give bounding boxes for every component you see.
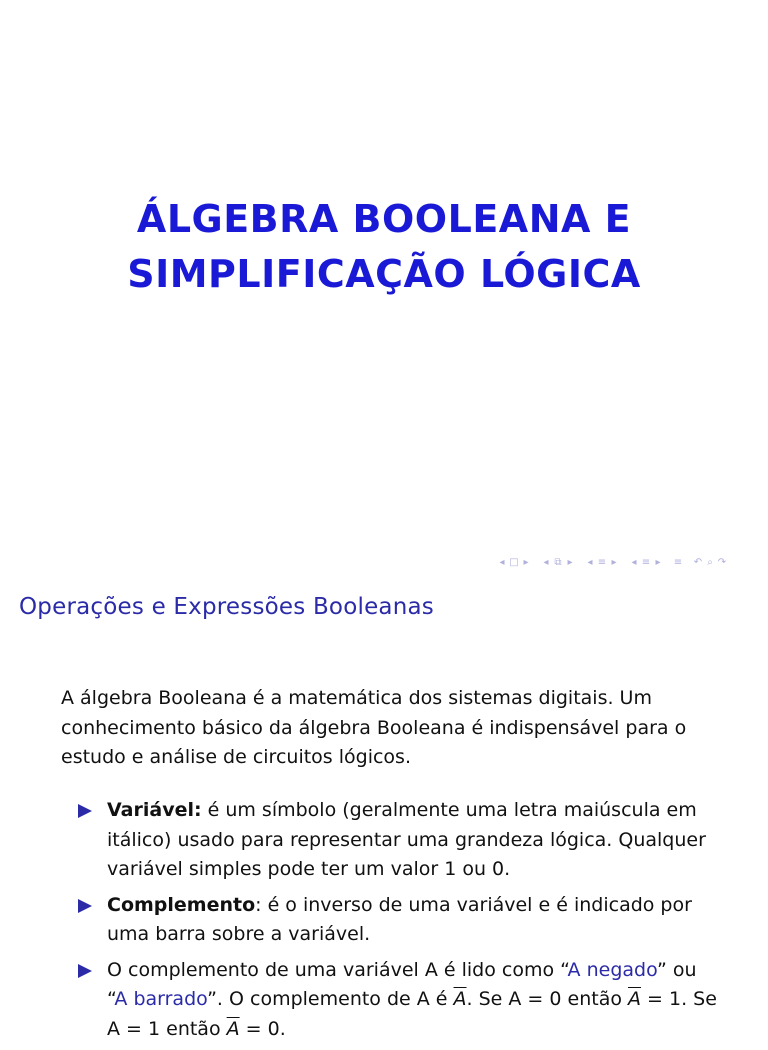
nav-section-icon[interactable]: ≡ xyxy=(641,557,651,568)
frame-title: Operações e Expressões Booleanas xyxy=(19,594,434,620)
triangle-bullet-icon xyxy=(78,964,92,978)
slide-title-line-1: ÁLGEBRA BOOLEANA E xyxy=(136,197,632,241)
a-barrado-link[interactable]: A barrado xyxy=(114,988,208,1010)
nav-prev-section-icon[interactable]: ◂ xyxy=(631,557,637,568)
list-item-variavel xyxy=(78,796,718,885)
nav-search-icon[interactable]: ⌕ xyxy=(707,557,713,568)
bullet3-text-part5: = 1. Se A = 1 então xyxy=(107,988,717,1040)
content-slide xyxy=(0,576,768,1040)
list-item-complemento xyxy=(78,891,718,950)
nav-back-icon[interactable]: ↶ xyxy=(693,557,703,568)
definition-complemento: : é o inverso de uma variável e é indicado por uma barra sobre a variável. xyxy=(107,893,692,945)
beamer-navigation-bar xyxy=(496,555,728,571)
term-complemento: Complemento xyxy=(107,893,256,916)
intro-paragraph: A álgebra Booleana é a matemática dos sistemas digitais. Um conhecimento básico da álgebra Booleana é indispensável para o estudo e análise de circuitos lógicos. xyxy=(61,687,687,768)
bullet-list xyxy=(78,796,718,1050)
nav-appendix-icon[interactable]: ≡ xyxy=(673,557,683,568)
list-item-complemento-leitura xyxy=(78,956,718,1045)
bullet3-text-part3: ”. O complemento de A é xyxy=(207,988,454,1010)
triangle-bullet-icon xyxy=(78,899,92,913)
nav-prev-subsection-icon[interactable]: ◂ xyxy=(587,557,593,568)
triangle-bullet-icon xyxy=(78,804,92,818)
bullet3-text-part4: . Se A = 0 então xyxy=(466,988,629,1010)
nav-frame-icon[interactable]: ⧉ xyxy=(554,557,562,568)
term-variavel: Variável: xyxy=(107,799,202,821)
nav-prev-frame-icon[interactable]: ◂ xyxy=(543,557,549,568)
a-bar-symbol: $\overline{A}$ xyxy=(453,988,467,1010)
nav-next-frame-icon[interactable]: ▸ xyxy=(567,557,573,568)
slide-title xyxy=(0,192,768,302)
bullet3-text-part6: = 0. xyxy=(239,1017,286,1040)
nav-subsection-icon[interactable]: ≡ xyxy=(597,557,607,568)
a-bar-symbol: $\overline{A}$ xyxy=(628,988,642,1010)
definition-variavel: é um símbolo (geralmente uma letra maiúscula em itálico) usado para representar uma grandeza lógica. Qualquer variável simples pode ter um valor 1 ou 0. xyxy=(107,799,706,880)
slide-title-line-2: SIMPLIFICAÇÃO LÓGICA xyxy=(127,252,641,296)
nav-slide-box-icon[interactable]: □ xyxy=(509,557,519,568)
nav-forward-icon[interactable]: ↷ xyxy=(717,557,727,568)
nav-next-slide-icon[interactable]: ▸ xyxy=(523,557,529,568)
a-bar-symbol: $\overline{A}$ xyxy=(226,1017,240,1040)
nav-next-subsection-icon[interactable]: ▸ xyxy=(611,557,617,568)
bullet3-text-part2: ” ou “ xyxy=(107,958,697,1010)
a-negado-link[interactable]: A negado xyxy=(567,958,658,981)
nav-prev-slide-icon[interactable]: ◂ xyxy=(499,557,505,568)
bullet3-text-part1: O complemento de uma variável A é lido como “ xyxy=(107,958,568,981)
nav-next-section-icon[interactable]: ▸ xyxy=(655,557,661,568)
